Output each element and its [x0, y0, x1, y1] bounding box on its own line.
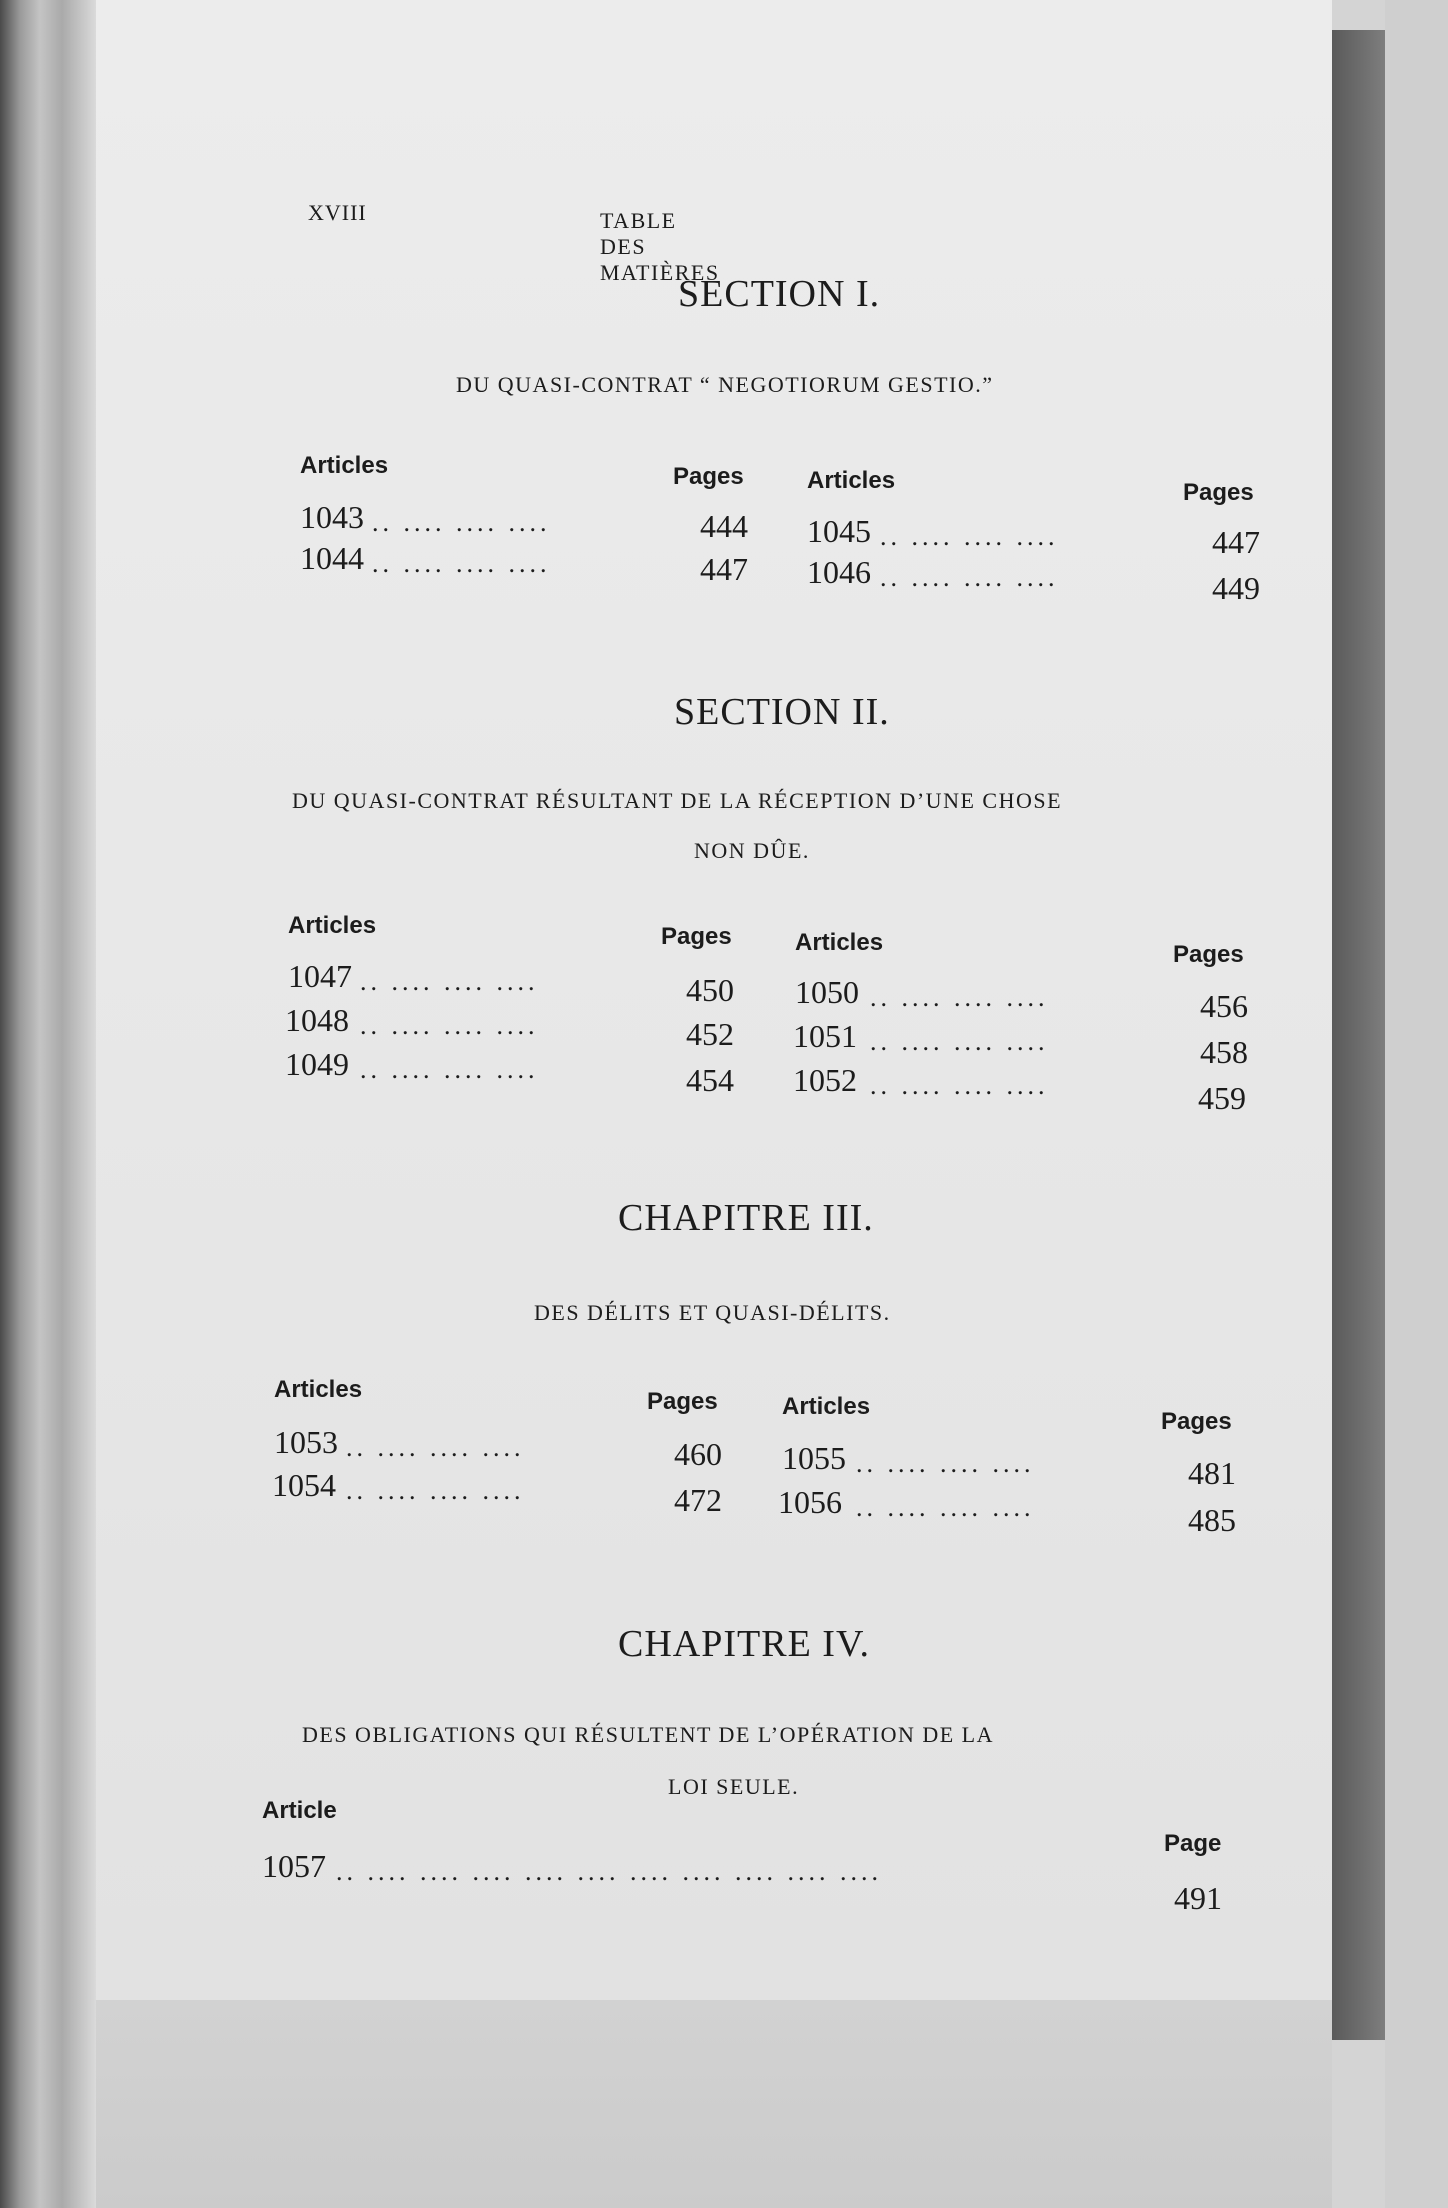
page-number: 447: [1212, 524, 1260, 560]
page-number: 452: [686, 1016, 734, 1052]
page-number: 456: [1200, 988, 1248, 1024]
dot-leader: .. .... .... ....: [880, 563, 1059, 592]
dot-leader: .. .... .... ....: [870, 1071, 1049, 1100]
section-subtitle: DU QUASI-CONTRAT “ NEGOTIORUM GESTIO.”: [456, 372, 994, 397]
articles-header: Articles: [782, 1393, 871, 1420]
pages-header: Pages: [673, 463, 744, 490]
page-folio: XVIII: [308, 200, 367, 225]
dot-leader: .. .... .... ....: [372, 549, 551, 578]
dot-leader: .. .... .... ....: [870, 983, 1049, 1012]
pages-header: Pages: [1161, 1408, 1232, 1435]
section-subtitle: NON DÛE.: [694, 838, 810, 863]
articles-header: Articles: [795, 929, 884, 956]
article-number: 1047: [288, 958, 352, 994]
page-number: 485: [1188, 1502, 1236, 1538]
page-number: 481: [1188, 1455, 1236, 1491]
page-number: 454: [686, 1062, 734, 1098]
running-title: TABLE DES MATIÈRES: [600, 208, 720, 285]
article-number: 1052: [793, 1062, 857, 1098]
articles-header: Articles: [274, 1376, 363, 1403]
page-header: Page: [1164, 1830, 1222, 1857]
dot-leader: .. .... .... ....: [372, 508, 551, 537]
page-number: 450: [686, 972, 734, 1008]
article-number: 1053: [274, 1424, 338, 1460]
chapter-title: CHAPITRE III.: [618, 1197, 874, 1239]
article-number: 1046: [807, 554, 871, 590]
dot-leader: .. .... .... ....: [856, 1493, 1035, 1522]
page-bottom-margin: [96, 2000, 1332, 2208]
article-number: 1055: [782, 1440, 846, 1476]
page-number: 472: [674, 1482, 722, 1518]
article-number: 1044: [300, 540, 364, 576]
page-number: 459: [1198, 1080, 1246, 1116]
dot-leader: .. .... .... .... .... .... .... .... .... .... ....: [336, 1857, 882, 1886]
dot-leader: .. .... .... ....: [360, 1055, 539, 1084]
chapter-subtitle: DES OBLIGATIONS QUI RÉSULTENT DE L’OPÉRATION DE LA: [302, 1722, 995, 1747]
dot-leader: .. .... .... ....: [856, 1449, 1035, 1478]
chapter-subtitle: LOI SEULE.: [668, 1774, 800, 1799]
chapter-subtitle: DES DÉLITS ET QUASI-DÉLITS.: [534, 1300, 891, 1325]
articles-header: Articles: [807, 467, 896, 494]
article-header: Article: [262, 1797, 337, 1824]
dot-leader: .. .... .... ....: [870, 1027, 1049, 1056]
article-number: 1051: [793, 1018, 857, 1054]
section-title: SECTION II.: [674, 691, 890, 733]
page-number: 444: [700, 508, 748, 544]
dot-leader: .. .... .... ....: [360, 1011, 539, 1040]
pages-header: Pages: [647, 1388, 718, 1415]
page-number: 447: [700, 551, 748, 587]
page-number: 449: [1212, 570, 1260, 606]
article-number: 1049: [285, 1046, 349, 1082]
adjacent-sheet: [1385, 0, 1448, 2208]
article-number: 1050: [795, 974, 859, 1010]
article-number: 1043: [300, 499, 364, 535]
articles-header: Articles: [300, 452, 389, 479]
article-number: 1056: [778, 1484, 842, 1520]
pages-header: Pages: [1173, 941, 1244, 968]
page-number: 491: [1174, 1880, 1222, 1916]
dot-leader: .. .... .... ....: [346, 1433, 525, 1462]
section-subtitle: DU QUASI-CONTRAT RÉSULTANT DE LA RÉCEPTION D’UNE CHOSE: [292, 788, 1063, 813]
dot-leader: .. .... .... ....: [346, 1476, 525, 1505]
pages-header: Pages: [661, 923, 732, 950]
articles-header: Articles: [288, 912, 377, 939]
page-number: 460: [674, 1436, 722, 1472]
chapter-title: CHAPITRE IV.: [618, 1623, 870, 1665]
article-number: 1045: [807, 513, 871, 549]
article-number: 1048: [285, 1002, 349, 1038]
page-number: 458: [1200, 1034, 1248, 1070]
pages-header: Pages: [1183, 479, 1254, 506]
dot-leader: .. .... .... ....: [360, 967, 539, 996]
dot-leader: .. .... .... ....: [880, 522, 1059, 551]
article-number: 1054: [272, 1467, 336, 1503]
book-page-edges: [0, 0, 96, 2208]
article-number: 1057: [262, 1848, 326, 1884]
section-title: SECTION I.: [678, 273, 881, 315]
